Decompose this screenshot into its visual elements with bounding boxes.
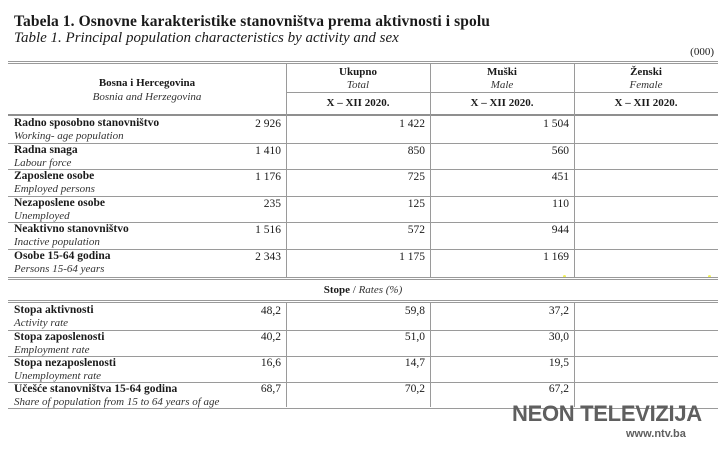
- rates-section-heading: [8, 284, 718, 296]
- rate-col-divider-2: [430, 303, 431, 407]
- cell-male: 1 422: [399, 118, 425, 130]
- row-divider: [8, 249, 718, 250]
- cell-female: 944: [551, 224, 569, 236]
- cell-female: 1 504: [543, 118, 569, 130]
- header-col-male-en: Male: [490, 79, 514, 91]
- unit-label: (000): [690, 46, 714, 58]
- rate-col-divider-1: [286, 303, 287, 407]
- row-label-bs: Radno sposobno stanovništvo: [14, 117, 160, 129]
- cell-total: 1 410: [255, 145, 281, 157]
- row-label-en: Persons 15-64 years: [14, 263, 105, 275]
- rate-label-en: Employment rate: [14, 344, 90, 356]
- rate-female: 67,2: [548, 383, 569, 395]
- cell-male: 1 175: [399, 251, 425, 263]
- rate-label-bs: Stopa zaposlenosti: [14, 331, 105, 343]
- row-label-bs: Neaktivno stanovništvo: [14, 223, 129, 235]
- table-subtitle: Table 1. Principal population characteristics by activity and sex: [14, 30, 399, 46]
- row-divider: [8, 169, 718, 170]
- header-col-male-bs: Muški: [487, 66, 517, 78]
- rate-total: 40,2: [260, 331, 281, 343]
- rate-label-en: Unemployment rate: [14, 370, 102, 382]
- cell-female: 560: [551, 145, 569, 157]
- rate-total: 48,2: [260, 305, 281, 317]
- rates-heading-en: Rates (%): [358, 284, 403, 296]
- header-col-total-en: Total: [346, 79, 370, 91]
- col-divider-1: [286, 63, 287, 277]
- cell-male: 125: [407, 198, 425, 210]
- rate-total: 16,6: [260, 357, 281, 369]
- rate-col-divider-3: [574, 303, 575, 407]
- header-col-male-period: X – XII 2020.: [470, 97, 534, 109]
- row-divider: [8, 143, 718, 144]
- table-top-border: [8, 61, 718, 62]
- section-divider-bottom: [8, 300, 718, 301]
- rate-male: 51,0: [404, 331, 425, 343]
- rate-label-bs: Učešće stanovništva 15-64 godina: [14, 383, 178, 395]
- section-divider-bottom-2: [8, 302, 718, 303]
- cell-total: 2 926: [255, 118, 281, 130]
- rate-label-en: Share of population from 15 to 64 years of age: [14, 396, 220, 408]
- section-divider-top-2: [8, 279, 718, 280]
- row-label-en: Inactive population: [14, 236, 100, 248]
- rate-total: 68,7: [260, 383, 281, 395]
- rate-label-bs: Stopa aktivnosti: [14, 304, 94, 316]
- watermark-url: www.ntv.ba: [626, 428, 686, 440]
- table-top-border-2: [8, 63, 718, 64]
- rate-female: 30,0: [548, 331, 569, 343]
- rate-label-bs: Stopa nezaposlenosti: [14, 357, 116, 369]
- table-title: Tabela 1. Osnovne karakteristike stanovništva prema aktivnosti i spolu: [14, 13, 490, 30]
- header-region-en: Bosnia and Herzegovina: [92, 91, 202, 103]
- cell-total: 1 516: [255, 224, 281, 236]
- row-label-en: Working- age population: [14, 130, 124, 142]
- row-label-bs: Osobe 15-64 godina: [14, 250, 111, 262]
- header-col-total-bs: Ukupno: [339, 66, 377, 78]
- cell-total: 1 176: [255, 171, 281, 183]
- rate-label-en: Activity rate: [14, 317, 69, 329]
- header-bottom-border: [8, 114, 718, 116]
- rates-heading-sep: /: [350, 284, 359, 296]
- rate-female: 19,5: [548, 357, 569, 369]
- row-label-en: Unemployed: [14, 210, 70, 222]
- rates-heading-bs: Stope: [323, 284, 351, 296]
- header-col-female-period: X – XII 2020.: [614, 97, 678, 109]
- cell-male: 725: [407, 171, 425, 183]
- col-divider-3: [574, 63, 575, 277]
- cell-male: 850: [407, 145, 425, 157]
- cell-female: 110: [552, 198, 569, 210]
- header-col-female-bs: Ženski: [630, 66, 662, 78]
- rate-male: 70,2: [404, 383, 425, 395]
- row-label-bs: Nezaposlene osobe: [14, 197, 106, 209]
- header-col-female-en: Female: [629, 79, 663, 91]
- row-label-en: Labour force: [14, 157, 72, 169]
- header-inner-line: [286, 92, 718, 93]
- header-col-total-period: X – XII 2020.: [326, 97, 390, 109]
- row-label-bs: Radna snaga: [14, 144, 78, 156]
- cell-female: 1 169: [543, 251, 569, 263]
- row-label-en: Employed persons: [14, 183, 95, 195]
- section-divider-top: [8, 277, 718, 278]
- cell-total: 235: [263, 198, 281, 210]
- cell-female: 451: [551, 171, 569, 183]
- rate-male: 59,8: [404, 305, 425, 317]
- col-divider-2: [430, 63, 431, 277]
- rate-female: 37,2: [548, 305, 569, 317]
- cell-total: 2 343: [255, 251, 281, 263]
- row-divider: [8, 196, 718, 197]
- watermark-logo: NEON TELEVIZIJA: [512, 401, 702, 426]
- header-region-bs: Bosna i Hercegovina: [98, 77, 196, 89]
- cell-male: 572: [407, 224, 425, 236]
- row-label-bs: Zaposlene osobe: [14, 170, 95, 182]
- rate-male: 14,7: [404, 357, 425, 369]
